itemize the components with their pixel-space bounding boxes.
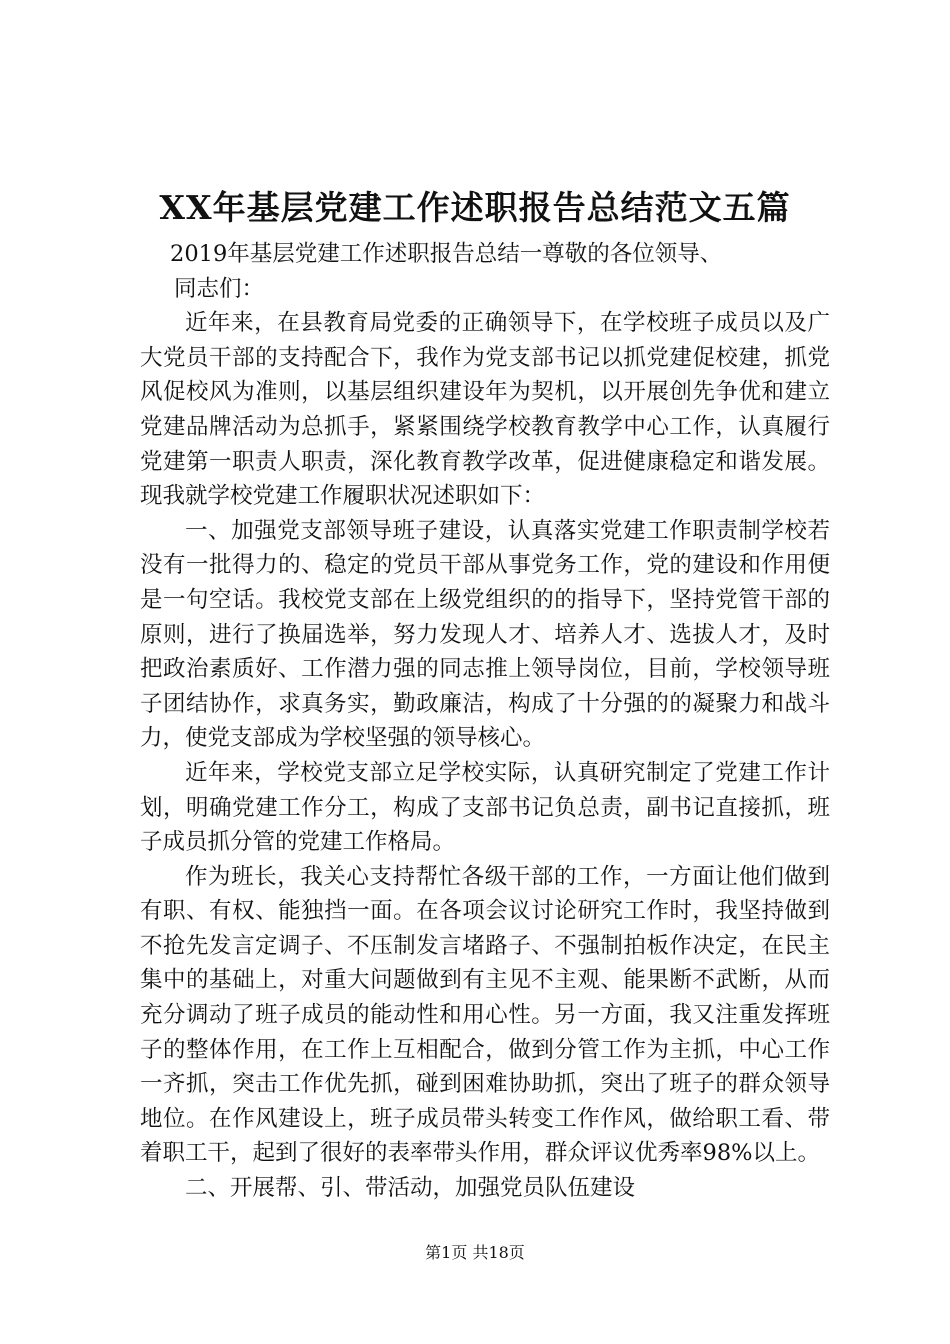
section-one-paragraph: 一、加强党支部领导班子建设，认真落实党建工作职责制学校若没有一批得力的、稳定的党员干部从事党务工作，党的建设和作用便是一句空话。我校党支部在上级党组织的的指导下，坚持党管干部的原则，进行了换届选举，努力发现人才、培养人才、选拔人才，及时把政治素质好、工作潜力强的同志推上领导岗位，目前，学校领导班子团结协作，求真务实，勤政廉洁，构成了十分强的的凝聚力和战斗力，使党支部成为学校坚强的领导核心。 (140, 517, 830, 752)
document-title: XX年基层党建工作述职报告总结范文五篇 (159, 188, 791, 227)
page-number-indicator: 第1页 共18页 (425, 1243, 525, 1262)
section-two-heading: 二、开展帮、引、带活动，加强党员队伍建设 (185, 1175, 636, 1202)
page-footer (0, 1242, 950, 1264)
salutation-line: 同志们： (174, 275, 265, 302)
body-paragraph: 近年来，在县教育局党委的正确领导下，在学校班子成员以及广大党员干部的支持配合下，我作为党支部书记以抓党建促校建，抓党风促校风为准则，以基层组织建设年为契机，以开展创先争优和建立党建品牌活动为总抓手，紧紧围绕学校教育教学中心工作，认真履行党建第一职责人职责，深化教育教学改革，促进健康稳定和谐发展。现我就学校党建工作履职状况述职如下： (140, 310, 830, 510)
intro-line: 2019年基层党建工作述职报告总结一尊敬的各位领导、 (170, 241, 723, 267)
body-paragraph: 近年来，学校党支部立足学校实际，认真研究制定了党建工作计划，明确党建工作分工，构成了支部书记负总责，副书记直接抓，班子成员抓分管的党建工作格局。 (140, 759, 830, 856)
document-body (140, 237, 830, 1206)
body-paragraph: 作为班长，我关心支持帮忙各级干部的工作，一方面让他们做到有职、有权、能独挡一面。在各项会议讨论研究工作时，我坚持做到不抢先发言定调子、不压制发言堵路子、不强制拍板作决定，在民主集中的基础上，对重大问题做到有主见不主观、能果断不武断，从而充分调动了班子成员的能动性和用心性。另一方面，我又注重发挥班子的整体作用，在工作上互相配合，做到分管工作为主抓，中心工作一齐抓，突击工作优先抓，碰到困难协助抓，突出了班子的群众领导地位。在作风建设上，班子成员带头转变工作作风，做给职工看、带着职工干，起到了很好的表率带头作用，群众评议优秀率98%以上。 (140, 863, 830, 1167)
